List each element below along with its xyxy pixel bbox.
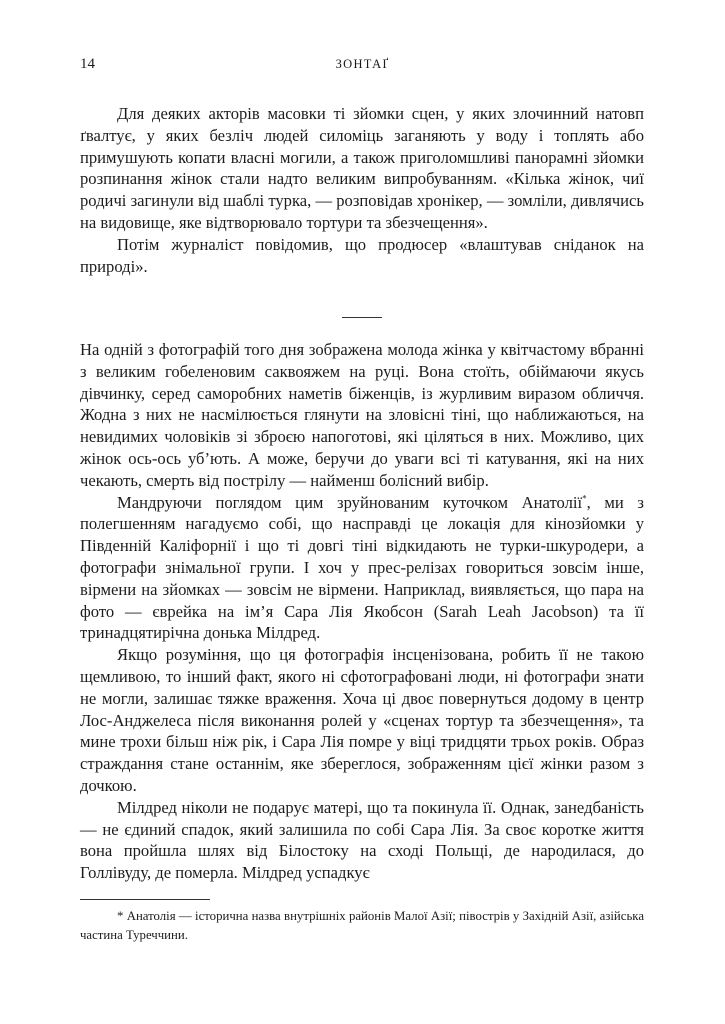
running-head: ЗОНТАҐ (335, 57, 390, 71)
text-block-main (80, 339, 644, 884)
paragraph-text: Мандруючи поглядом цим зруйнованим куточком Анатолії (117, 492, 583, 512)
paragraph-text: , ми з полегшенням нагадуємо собі, що насправді це локація для кінозйомки у Південній Каліфорнії і що ті довгі тіні відкидають не турки-шкуродери, а фотографи знімальної групи. І хоч у прес-релізах говориться зовсім інше, вірмени на зйомках — зовсім не вірмени. Наприклад, виявляється, що пара на фото — єврейка на ім’я Сара Лія Якобсон (Sarah Leah Jacobson) та її тринадцятирічна донька Мілдред. (80, 492, 644, 643)
text-block-top (80, 103, 644, 277)
paragraph: Мілдред ніколи не подарує матері, що та покинула її. Однак, занедбаність — не єдиний спадок, який залишила по собі Сара Лія. За своє коротке життя вона пройшла шлях від Білостоку на сході Польщі, де народилася, до Голлівуду, де померла. Мілдред успадкує (80, 797, 644, 883)
paragraph: На одній з фотографій того дня зображена молода жінка у квітчастому вбранні з великим гобеленовим саквояжем на руці. Вона стоїть, обіймаючи якусь дівчинку, серед саморобних наметів біженців, із журливим виразом обличчя. Жодна з них не насмілюється глянути на зловісні тіні, що наближаються, на невидимих чоловіків зі зброєю напоготові, які ціляться в них. Можливо, цих жінок ось-ось уб’ють. А може, беручи до уваги всі ті катування, які на них чекають, смерть від пострілу — найменш болісний вибір. (80, 340, 644, 490)
paragraph: Для деяких акторів масовки ті зйомки сцен, у яких злочинний натовп ґвалтує, у яких безліч людей силоміць заганяють у воду і топлять або примушують копати власні могили, а також приголомшливі панорамні зйомки розпинання жінок стали надто великим випробуванням. «Кілька жінок, чиї родичі загинули від шаблі турка, — розповідав хронікер, — зомліли, дивлячись на видовище, яке відтворювало тортури та збезчещення». (80, 104, 644, 232)
section-divider (342, 317, 382, 318)
paragraph: Потім журналіст повідомив, що продюсер «влаштував сніданок на природі». (80, 234, 644, 276)
paragraph (80, 492, 644, 645)
footnote-rule (80, 899, 210, 900)
page-number: 14 (80, 56, 95, 72)
footnote-marker: * (582, 493, 587, 504)
footnote: * Анатолія — історична назва внутрішніх районів Малої Азії; півострів у Західній Азії, азійська частина Туреччини. (80, 909, 644, 942)
paragraph: Якщо розуміння, що ця фотографія інсценізована, робить її не такою щемливою, то інший факт, якого ні сфотографовані люди, ні фотографи знати не могли, залишає тяжке враження. Хоча ці двоє повернуться додому в центр Лос-Анджелеса після виконання ролей у «сценах тортур та збезчещення», та мине трохи більш ніж рік, і Сара Лія помре у віці тридцяти трьох років. Образ страждання стане останнім, яке збереглося, зображенням цієї жінки разом з дочкою. (80, 645, 644, 795)
